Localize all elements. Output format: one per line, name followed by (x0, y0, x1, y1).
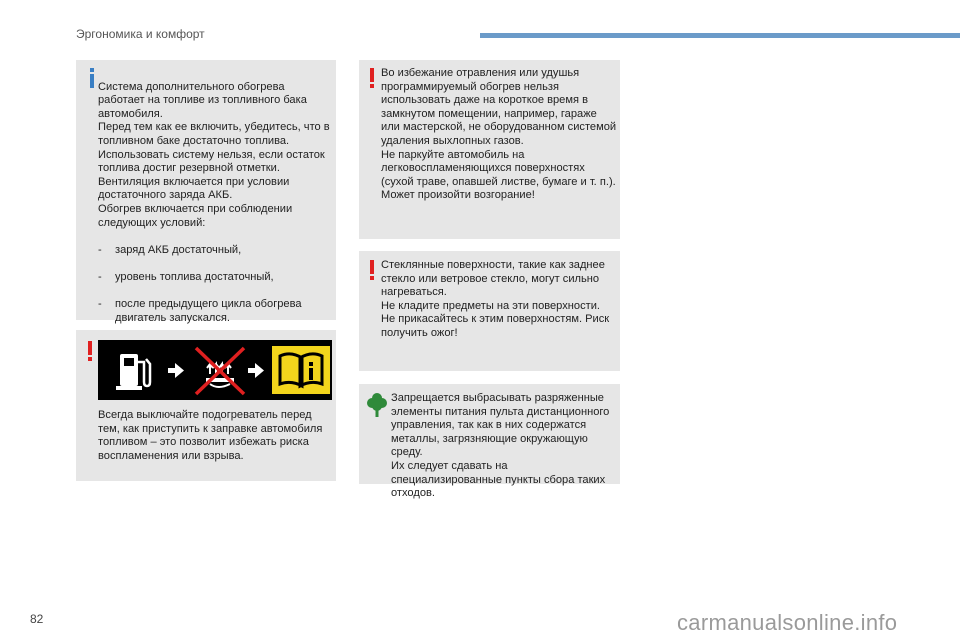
pictogram-strip (98, 340, 332, 400)
list-item (98, 298, 334, 325)
hot-glass-warning-text: Стеклянные поверхности, такие как заднее стекло или ветровое стекло, могут сильно нагреваться. Не кладите предметы на эти поверхности. Не прикасайтесь к этим поверхностям. Риск получить ожог! (381, 259, 610, 339)
heater-crossed-icon (196, 348, 244, 394)
arrow-right-icon (168, 363, 184, 378)
refuel-warning-box (76, 330, 336, 481)
fuel-pump-icon (116, 354, 150, 390)
poisoning-warning-text: Во избежание отравления или удушья программируемый обогрев нельзя использовать даже на короткое время в замкнутом помещении, например, гараже или мастерской, не оборудованном системой удаления выхлопных газов. Не паркуйте автомобиль на легковоспламеняющихся поверхностях (сухой траве, опавшей листве, бумаге и т. п.). Может произойти возгорание! (381, 67, 617, 202)
warning-icon (369, 68, 375, 88)
battery-disposal-box (359, 384, 620, 500)
watermark: carmanualsonline.info (677, 610, 898, 635)
tree-icon (367, 392, 387, 418)
page-number: 82 (30, 612, 44, 626)
arrow-right-icon (248, 363, 264, 378)
list-bullet: - (98, 298, 102, 311)
condition-battery: заряд АКБ достаточный, (115, 243, 242, 256)
manual-book-icon (272, 346, 330, 394)
hot-glass-warning-box (359, 251, 620, 371)
refuel-warning-text: Всегда выключайте подогреватель перед тем, как приступить к заправке автомобиля топливом – это позволит избежать риска воспламенения или взрыва. (98, 409, 323, 462)
list-bullet: - (98, 243, 102, 256)
condition-fuel: уровень топлива достаточный, (115, 270, 274, 283)
condition-engine: после предыдущего цикла обогрева двигатель запускался. (115, 298, 302, 324)
info-box-text (98, 67, 334, 339)
warning-icon (87, 341, 93, 361)
section-accent-bar (480, 33, 960, 38)
list-item (98, 244, 334, 258)
info-box-intro: Система дополнительного обогрева работает на топливе из топливного бака автомобиля. Перед тем как ее включить, убедитесь, что в топливном баке достаточно топлива. Использовать систему нельзя, если остаток топлива достиг резервной отметки. Вентиляция включается при условии достаточного заряда АКБ. Обогрев включается при соблюдении следующих условий: (98, 80, 330, 229)
warning-icon (369, 260, 375, 280)
list-bullet: - (98, 270, 102, 283)
info-box (76, 60, 336, 324)
poisoning-warning-box (359, 60, 620, 239)
battery-disposal-text: Запрещается выбрасывать разряженные элементы питания пульта дистанционного управления, так как в них содержатся металлы, загрязняющие окружающую среду. Их следует сдавать на специализированные пункты сбора таких отходов. (391, 392, 610, 500)
section-title: Эргономика и комфорт (76, 27, 205, 41)
info-icon (85, 68, 99, 88)
list-item (98, 271, 334, 285)
